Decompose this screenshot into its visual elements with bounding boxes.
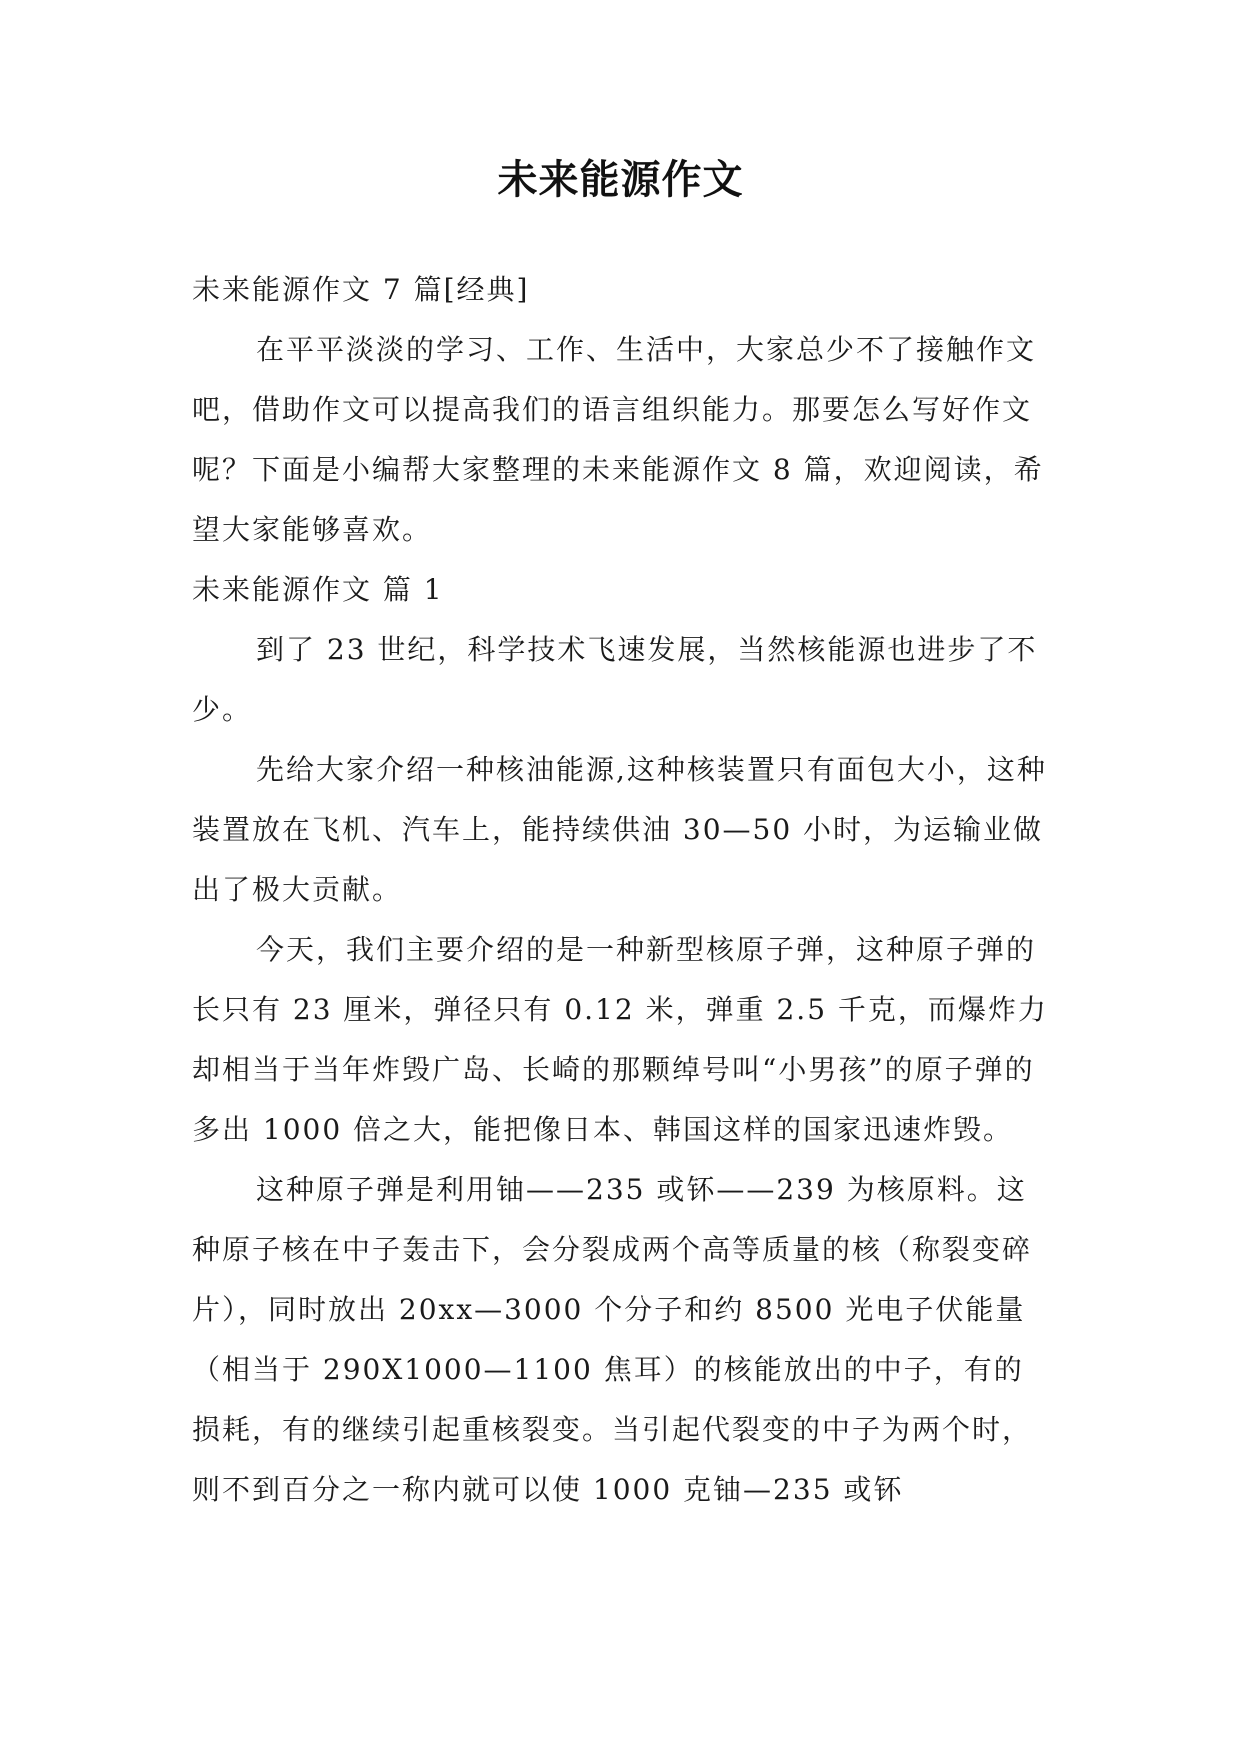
body-paragraph: 今天，我们主要介绍的是一种新型核原子弹，这种原子弹的长只有 23 厘米，弹径只有 0.12 米，弹重 2.5 千克，而爆炸力却相当于当年炸毁广岛、长崎的那颗绰号叫“小男孩”的原子弹的多出 1000 倍之大，能把像日本、韩国这样的国家迅速炸毁。 [192,933,1048,1146]
document-title: 未来能源作文 [497,157,744,203]
document-subtitle: 未来能源作文 7 篇[经典] [192,273,530,306]
intro-paragraph: 在平平淡淡的学习、工作、生活中，大家总少不了接触作文吧，借助作文可以提高我们的语言组织能力。那要怎么写好作文呢？下面是小编帮大家整理的未来能源作文 8 篇，欢迎阅读，希望大家能够喜欢。 [192,333,1044,546]
section-heading: 未来能源作文 篇 1 [192,573,444,606]
document-body [192,260,1052,1520]
body-paragraph: 先给大家介绍一种核油能源,这种核装置只有面包大小，这种装置放在飞机、汽车上，能持续供油 30—50 小时，为运输业做出了极大贡献。 [192,753,1047,906]
body-paragraph: 到了 23 世纪，科学技术飞速发展，当然核能源也进步了不少。 [192,633,1038,726]
body-paragraph: 这种原子弹是利用铀——235 或钚——239 为核原料。这种原子核在中子轰击下，会分裂成两个高等质量的核（称裂变碎片），同时放出 20xx—3000 个分子和约 8500 光电子伏能量（相当于 290X1000—1100 焦耳）的核能放出的中子，有的损耗，有的继续引起重核裂变。当引起代裂变的中子为两个时，则不到百分之一称内就可以使 1000 克铀—235 或钚 [192,1173,1033,1506]
